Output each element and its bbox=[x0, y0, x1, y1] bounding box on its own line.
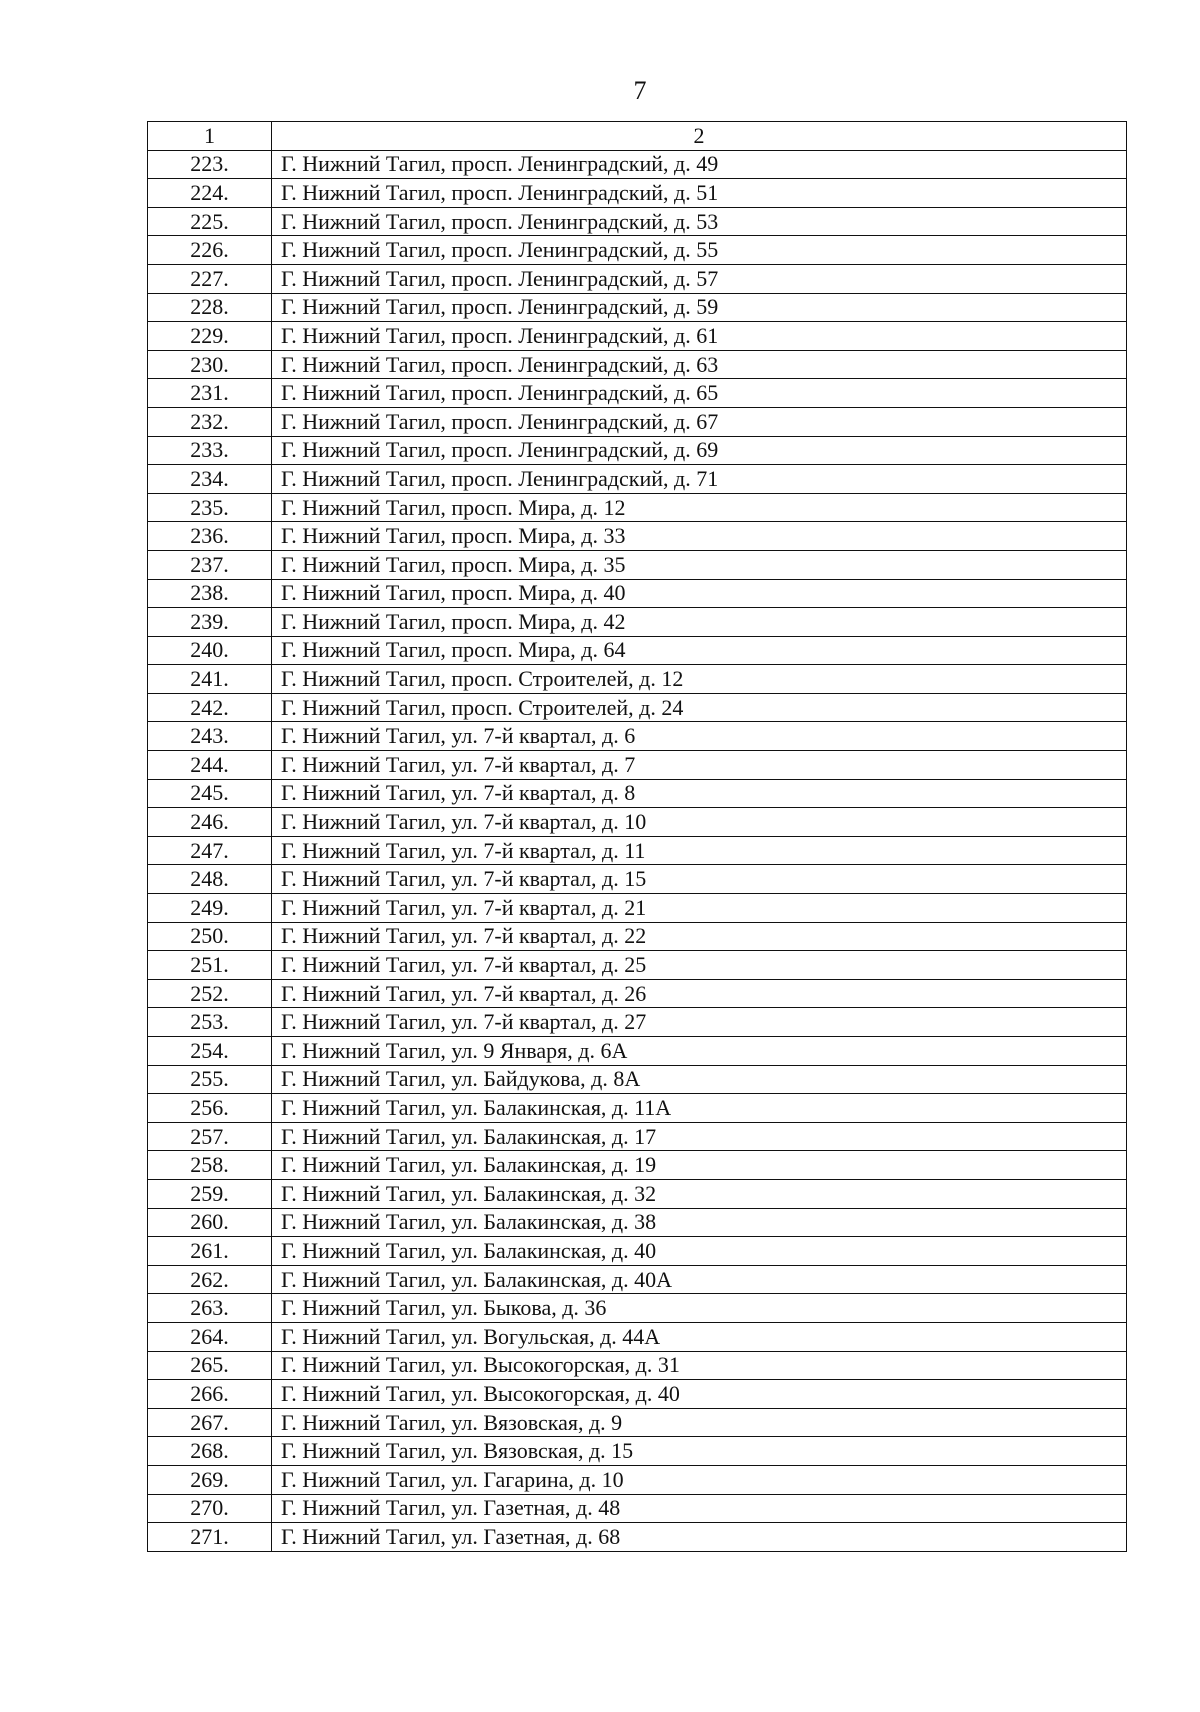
table-row bbox=[148, 493, 1127, 522]
row-number: 238. bbox=[148, 579, 272, 608]
row-address: Г. Нижний Тагил, ул. Высокогорская, д. 40 bbox=[272, 1380, 1127, 1409]
table-row bbox=[148, 1179, 1127, 1208]
row-address: Г. Нижний Тагил, просп. Мира, д. 12 bbox=[272, 493, 1127, 522]
row-address: Г. Нижний Тагил, ул. Быкова, д. 36 bbox=[272, 1294, 1127, 1323]
table-row bbox=[148, 836, 1127, 865]
row-number: 265. bbox=[148, 1351, 272, 1380]
row-number: 224. bbox=[148, 179, 272, 208]
row-number: 236. bbox=[148, 522, 272, 551]
row-address: Г. Нижний Тагил, ул. Балакинская, д. 40 bbox=[272, 1237, 1127, 1266]
row-number: 267. bbox=[148, 1408, 272, 1437]
row-number: 226. bbox=[148, 236, 272, 265]
row-number: 246. bbox=[148, 808, 272, 837]
table-row bbox=[148, 150, 1127, 179]
table-row bbox=[148, 465, 1127, 494]
row-number: 262. bbox=[148, 1265, 272, 1294]
row-address: Г. Нижний Тагил, ул. Гагарина, д. 10 bbox=[272, 1465, 1127, 1494]
table-row bbox=[148, 1351, 1127, 1380]
row-address: Г. Нижний Тагил, просп. Ленинградский, д. 49 bbox=[272, 150, 1127, 179]
row-address: Г. Нижний Тагил, ул. 7-й квартал, д. 15 bbox=[272, 865, 1127, 894]
table-row bbox=[148, 322, 1127, 351]
table-header-row bbox=[148, 122, 1127, 151]
table-row bbox=[148, 1037, 1127, 1066]
table-row bbox=[148, 1122, 1127, 1151]
table-row bbox=[148, 922, 1127, 951]
table-row bbox=[148, 179, 1127, 208]
row-number: 233. bbox=[148, 436, 272, 465]
row-address: Г. Нижний Тагил, ул. Балакинская, д. 11А bbox=[272, 1094, 1127, 1123]
row-number: 248. bbox=[148, 865, 272, 894]
row-number: 249. bbox=[148, 894, 272, 923]
table-row bbox=[148, 550, 1127, 579]
row-number: 264. bbox=[148, 1322, 272, 1351]
row-number: 254. bbox=[148, 1037, 272, 1066]
table-row bbox=[148, 808, 1127, 837]
address-table bbox=[147, 121, 1127, 1552]
row-address: Г. Нижний Тагил, просп. Ленинградский, д. 51 bbox=[272, 179, 1127, 208]
row-number: 256. bbox=[148, 1094, 272, 1123]
row-number: 230. bbox=[148, 350, 272, 379]
row-address: Г. Нижний Тагил, ул. 7-й квартал, д. 6 bbox=[272, 722, 1127, 751]
table-body bbox=[148, 150, 1127, 1551]
table-row bbox=[148, 1408, 1127, 1437]
row-address: Г. Нижний Тагил, ул. 7-й квартал, д. 21 bbox=[272, 894, 1127, 923]
table-row bbox=[148, 1094, 1127, 1123]
table-row bbox=[148, 207, 1127, 236]
table-row bbox=[148, 751, 1127, 780]
row-address: Г. Нижний Тагил, ул. Вогульская, д. 44А bbox=[272, 1322, 1127, 1351]
row-number: 231. bbox=[148, 379, 272, 408]
table-row bbox=[148, 436, 1127, 465]
row-number: 243. bbox=[148, 722, 272, 751]
table-row bbox=[148, 636, 1127, 665]
table-row bbox=[148, 1380, 1127, 1409]
table-row bbox=[148, 894, 1127, 923]
column-header-address: 2 bbox=[272, 122, 1127, 151]
table-row bbox=[148, 951, 1127, 980]
row-number: 228. bbox=[148, 293, 272, 322]
page-number: 7 bbox=[633, 76, 647, 105]
row-number: 235. bbox=[148, 493, 272, 522]
table-row bbox=[148, 608, 1127, 637]
row-number: 258. bbox=[148, 1151, 272, 1180]
table-row bbox=[148, 1294, 1127, 1323]
row-number: 250. bbox=[148, 922, 272, 951]
row-address: Г. Нижний Тагил, просп. Мира, д. 64 bbox=[272, 636, 1127, 665]
row-number: 245. bbox=[148, 779, 272, 808]
row-address: Г. Нижний Тагил, ул. 7-й квартал, д. 10 bbox=[272, 808, 1127, 837]
row-address: Г. Нижний Тагил, просп. Мира, д. 40 bbox=[272, 579, 1127, 608]
table-row bbox=[148, 379, 1127, 408]
table-row bbox=[148, 1465, 1127, 1494]
row-address: Г. Нижний Тагил, ул. 7-й квартал, д. 11 bbox=[272, 836, 1127, 865]
row-address: Г. Нижний Тагил, ул. Балакинская, д. 19 bbox=[272, 1151, 1127, 1180]
row-address: Г. Нижний Тагил, ул. Балакинская, д. 38 bbox=[272, 1208, 1127, 1237]
row-address: Г. Нижний Тагил, ул. Балакинская, д. 40А bbox=[272, 1265, 1127, 1294]
row-address: Г. Нижний Тагил, просп. Мира, д. 33 bbox=[272, 522, 1127, 551]
row-number: 234. bbox=[148, 465, 272, 494]
row-address: Г. Нижний Тагил, просп. Ленинградский, д. 67 bbox=[272, 407, 1127, 436]
row-number: 227. bbox=[148, 264, 272, 293]
row-number: 269. bbox=[148, 1465, 272, 1494]
table-row bbox=[148, 236, 1127, 265]
table-row bbox=[148, 1151, 1127, 1180]
row-address: Г. Нижний Тагил, ул. Вязовская, д. 9 bbox=[272, 1408, 1127, 1437]
row-number: 268. bbox=[148, 1437, 272, 1466]
row-number: 237. bbox=[148, 550, 272, 579]
table-row bbox=[148, 693, 1127, 722]
row-number: 261. bbox=[148, 1237, 272, 1266]
row-number: 240. bbox=[148, 636, 272, 665]
row-address: Г. Нижний Тагил, просп. Строителей, д. 24 bbox=[272, 693, 1127, 722]
row-number: 257. bbox=[148, 1122, 272, 1151]
table-row bbox=[148, 1208, 1127, 1237]
row-address: Г. Нижний Тагил, просп. Ленинградский, д. 59 bbox=[272, 293, 1127, 322]
table-row bbox=[148, 293, 1127, 322]
row-address: Г. Нижний Тагил, просп. Строителей, д. 12 bbox=[272, 665, 1127, 694]
row-address: Г. Нижний Тагил, ул. 7-й квартал, д. 25 bbox=[272, 951, 1127, 980]
row-address: Г. Нижний Тагил, просп. Ленинградский, д. 57 bbox=[272, 264, 1127, 293]
column-header-number: 1 bbox=[148, 122, 272, 151]
row-address: Г. Нижний Тагил, просп. Ленинградский, д. 53 bbox=[272, 207, 1127, 236]
row-number: 247. bbox=[148, 836, 272, 865]
table-row bbox=[148, 1065, 1127, 1094]
row-address: Г. Нижний Тагил, ул. 9 Января, д. 6А bbox=[272, 1037, 1127, 1066]
row-address: Г. Нижний Тагил, просп. Мира, д. 35 bbox=[272, 550, 1127, 579]
row-number: 225. bbox=[148, 207, 272, 236]
table-row bbox=[148, 1494, 1127, 1523]
table-row bbox=[148, 1322, 1127, 1351]
row-address: Г. Нижний Тагил, ул. Высокогорская, д. 31 bbox=[272, 1351, 1127, 1380]
row-address: Г. Нижний Тагил, ул. 7-й квартал, д. 26 bbox=[272, 979, 1127, 1008]
row-number: 270. bbox=[148, 1494, 272, 1523]
row-address: Г. Нижний Тагил, ул. Балакинская, д. 32 bbox=[272, 1179, 1127, 1208]
row-address: Г. Нижний Тагил, ул. 7-й квартал, д. 22 bbox=[272, 922, 1127, 951]
table-row bbox=[148, 522, 1127, 551]
row-address: Г. Нижний Тагил, ул. 7-й квартал, д. 7 bbox=[272, 751, 1127, 780]
row-number: 253. bbox=[148, 1008, 272, 1037]
row-address: Г. Нижний Тагил, просп. Ленинградский, д. 55 bbox=[272, 236, 1127, 265]
row-number: 259. bbox=[148, 1179, 272, 1208]
table-row bbox=[148, 779, 1127, 808]
row-number: 242. bbox=[148, 693, 272, 722]
table-row bbox=[148, 865, 1127, 894]
row-number: 223. bbox=[148, 150, 272, 179]
row-address: Г. Нижний Тагил, ул. 7-й квартал, д. 27 bbox=[272, 1008, 1127, 1037]
row-number: 241. bbox=[148, 665, 272, 694]
row-number: 263. bbox=[148, 1294, 272, 1323]
table-header bbox=[148, 122, 1127, 151]
row-number: 229. bbox=[148, 322, 272, 351]
table-row bbox=[148, 665, 1127, 694]
row-number: 266. bbox=[148, 1380, 272, 1409]
table-row bbox=[148, 979, 1127, 1008]
table-row bbox=[148, 407, 1127, 436]
table-row bbox=[148, 1437, 1127, 1466]
table-row bbox=[148, 1237, 1127, 1266]
row-address: Г. Нижний Тагил, просп. Ленинградский, д. 61 bbox=[272, 322, 1127, 351]
row-address: Г. Нижний Тагил, ул. 7-й квартал, д. 8 bbox=[272, 779, 1127, 808]
row-number: 232. bbox=[148, 407, 272, 436]
row-address: Г. Нижний Тагил, ул. Газетная, д. 68 bbox=[272, 1523, 1127, 1552]
table-row bbox=[148, 350, 1127, 379]
table-row bbox=[148, 264, 1127, 293]
table-row bbox=[148, 579, 1127, 608]
row-number: 255. bbox=[148, 1065, 272, 1094]
table-row bbox=[148, 1265, 1127, 1294]
row-address: Г. Нижний Тагил, ул. Балакинская, д. 17 bbox=[272, 1122, 1127, 1151]
row-address: Г. Нижний Тагил, ул. Байдукова, д. 8А bbox=[272, 1065, 1127, 1094]
row-address: Г. Нижний Тагил, просп. Ленинградский, д. 71 bbox=[272, 465, 1127, 494]
row-address: Г. Нижний Тагил, просп. Ленинградский, д. 65 bbox=[272, 379, 1127, 408]
row-address: Г. Нижний Тагил, просп. Мира, д. 42 bbox=[272, 608, 1127, 637]
row-number: 251. bbox=[148, 951, 272, 980]
row-number: 260. bbox=[148, 1208, 272, 1237]
table-row bbox=[148, 1523, 1127, 1552]
row-number: 271. bbox=[148, 1523, 272, 1552]
table-row bbox=[148, 1008, 1127, 1037]
row-number: 244. bbox=[148, 751, 272, 780]
table-row bbox=[148, 722, 1127, 751]
row-number: 252. bbox=[148, 979, 272, 1008]
row-address: Г. Нижний Тагил, ул. Газетная, д. 48 bbox=[272, 1494, 1127, 1523]
row-number: 239. bbox=[148, 608, 272, 637]
row-address: Г. Нижний Тагил, просп. Ленинградский, д. 69 bbox=[272, 436, 1127, 465]
row-address: Г. Нижний Тагил, просп. Ленинградский, д. 63 bbox=[272, 350, 1127, 379]
row-address: Г. Нижний Тагил, ул. Вязовская, д. 15 bbox=[272, 1437, 1127, 1466]
